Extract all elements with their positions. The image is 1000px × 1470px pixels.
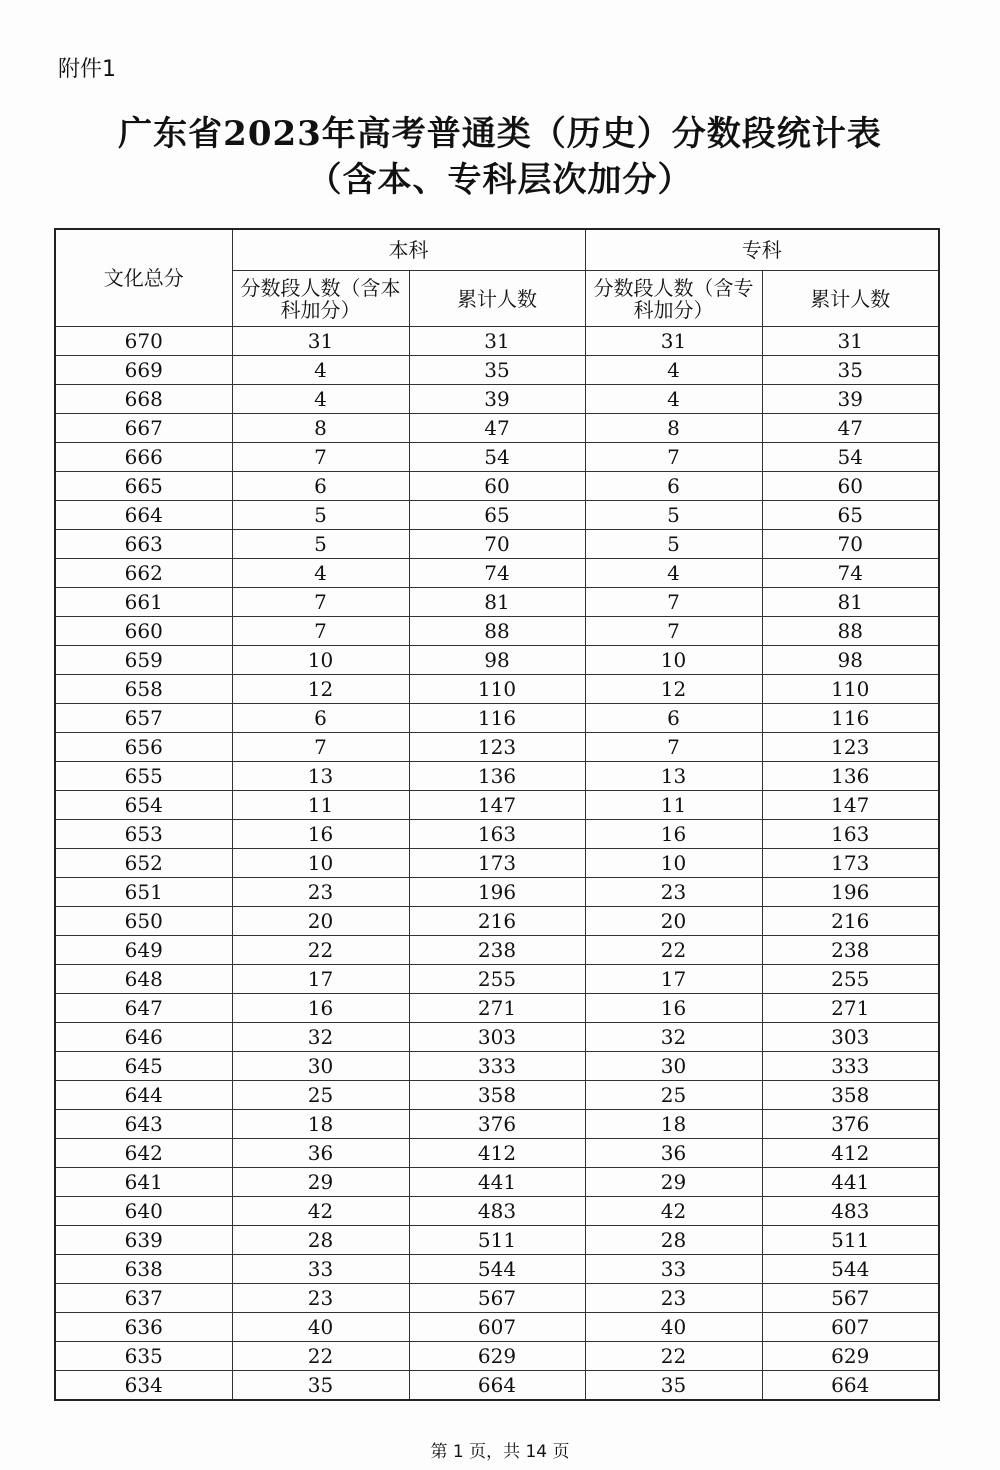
cell-score: 655 xyxy=(55,762,232,791)
cell-undergrad-segment: 5 xyxy=(232,501,409,530)
table-row xyxy=(55,646,939,675)
cell-score: 662 xyxy=(55,559,232,588)
cell-college-cumulative: 65 xyxy=(762,501,939,530)
cell-college-segment: 10 xyxy=(585,646,762,675)
cell-score: 658 xyxy=(55,675,232,704)
cell-college-cumulative: 136 xyxy=(762,762,939,791)
cell-college-segment: 29 xyxy=(585,1168,762,1197)
table-row xyxy=(55,704,939,733)
cell-college-cumulative: 39 xyxy=(762,385,939,414)
cell-score: 664 xyxy=(55,501,232,530)
table-row xyxy=(55,1313,939,1342)
cell-score: 661 xyxy=(55,588,232,617)
table-row xyxy=(55,907,939,936)
cell-undergrad-segment: 36 xyxy=(232,1139,409,1168)
cell-undergrad-cumulative: 607 xyxy=(409,1313,585,1342)
cell-college-segment: 22 xyxy=(585,1342,762,1371)
table-row xyxy=(55,1226,939,1255)
cell-undergrad-segment: 28 xyxy=(232,1226,409,1255)
cell-score: 641 xyxy=(55,1168,232,1197)
table-row xyxy=(55,878,939,907)
cell-college-cumulative: 483 xyxy=(762,1197,939,1226)
cell-undergrad-cumulative: 70 xyxy=(409,530,585,559)
cell-college-segment: 18 xyxy=(585,1110,762,1139)
table-row xyxy=(55,1342,939,1371)
cell-college-cumulative: 60 xyxy=(762,472,939,501)
cell-undergrad-cumulative: 567 xyxy=(409,1284,585,1313)
cell-undergrad-segment: 7 xyxy=(232,617,409,646)
table-row xyxy=(55,1197,939,1226)
cell-undergrad-cumulative: 39 xyxy=(409,385,585,414)
cell-college-cumulative: 376 xyxy=(762,1110,939,1139)
cell-undergrad-cumulative: 65 xyxy=(409,501,585,530)
cell-undergrad-cumulative: 216 xyxy=(409,907,585,936)
table-row xyxy=(55,733,939,762)
cell-undergrad-cumulative: 98 xyxy=(409,646,585,675)
table-row xyxy=(55,501,939,530)
cell-undergrad-segment: 20 xyxy=(232,907,409,936)
cell-undergrad-segment: 31 xyxy=(232,327,409,356)
cell-score: 648 xyxy=(55,965,232,994)
cell-college-segment: 6 xyxy=(585,704,762,733)
table-row xyxy=(55,443,939,472)
table-row xyxy=(55,414,939,443)
cell-undergrad-cumulative: 88 xyxy=(409,617,585,646)
cell-college-cumulative: 70 xyxy=(762,530,939,559)
cell-undergrad-segment: 16 xyxy=(232,820,409,849)
header-college: 专科 xyxy=(585,229,939,271)
cell-undergrad-segment: 22 xyxy=(232,936,409,965)
cell-college-segment: 5 xyxy=(585,501,762,530)
cell-college-segment: 22 xyxy=(585,936,762,965)
cell-undergrad-cumulative: 110 xyxy=(409,675,585,704)
cell-college-cumulative: 54 xyxy=(762,443,939,472)
cell-undergrad-segment: 22 xyxy=(232,1342,409,1371)
cell-college-cumulative: 607 xyxy=(762,1313,939,1342)
cell-college-segment: 7 xyxy=(585,617,762,646)
cell-undergrad-segment: 10 xyxy=(232,646,409,675)
cell-undergrad-segment: 4 xyxy=(232,559,409,588)
cell-college-segment: 20 xyxy=(585,907,762,936)
cell-college-segment: 17 xyxy=(585,965,762,994)
cell-undergrad-cumulative: 123 xyxy=(409,733,585,762)
cell-undergrad-segment: 40 xyxy=(232,1313,409,1342)
cell-college-segment: 28 xyxy=(585,1226,762,1255)
table-row xyxy=(55,1284,939,1313)
cell-score: 636 xyxy=(55,1313,232,1342)
cell-undergrad-cumulative: 136 xyxy=(409,762,585,791)
cell-score: 667 xyxy=(55,414,232,443)
cell-undergrad-segment: 4 xyxy=(232,385,409,414)
cell-college-cumulative: 88 xyxy=(762,617,939,646)
cell-undergrad-cumulative: 81 xyxy=(409,588,585,617)
cell-undergrad-cumulative: 358 xyxy=(409,1081,585,1110)
cell-college-segment: 16 xyxy=(585,994,762,1023)
cell-college-segment: 5 xyxy=(585,530,762,559)
header-college-segment: 分数段人数（含专科加分） xyxy=(585,271,762,327)
table-row xyxy=(55,1081,939,1110)
cell-score: 646 xyxy=(55,1023,232,1052)
cell-score: 669 xyxy=(55,356,232,385)
cell-undergrad-cumulative: 173 xyxy=(409,849,585,878)
cell-college-segment: 31 xyxy=(585,327,762,356)
cell-undergrad-cumulative: 629 xyxy=(409,1342,585,1371)
page-title: 广东省2023年高考普通类（历史）分数段统计表 xyxy=(118,114,882,154)
table-row xyxy=(55,1110,939,1139)
table-row xyxy=(55,385,939,414)
cell-undergrad-segment: 7 xyxy=(232,733,409,762)
cell-college-cumulative: 98 xyxy=(762,646,939,675)
cell-undergrad-segment: 23 xyxy=(232,1284,409,1313)
table-row xyxy=(55,675,939,704)
cell-college-segment: 40 xyxy=(585,1313,762,1342)
cell-college-cumulative: 567 xyxy=(762,1284,939,1313)
cell-undergrad-segment: 10 xyxy=(232,849,409,878)
cell-college-cumulative: 664 xyxy=(762,1371,939,1401)
cell-college-cumulative: 147 xyxy=(762,791,939,820)
cell-college-cumulative: 74 xyxy=(762,559,939,588)
cell-college-segment: 33 xyxy=(585,1255,762,1284)
cell-undergrad-cumulative: 333 xyxy=(409,1052,585,1081)
cell-college-cumulative: 271 xyxy=(762,994,939,1023)
cell-college-segment: 42 xyxy=(585,1197,762,1226)
cell-undergrad-segment: 6 xyxy=(232,704,409,733)
cell-college-segment: 7 xyxy=(585,443,762,472)
table-row xyxy=(55,791,939,820)
table-row xyxy=(55,617,939,646)
cell-score: 638 xyxy=(55,1255,232,1284)
cell-undergrad-cumulative: 441 xyxy=(409,1168,585,1197)
cell-college-segment: 23 xyxy=(585,878,762,907)
cell-college-segment: 8 xyxy=(585,414,762,443)
cell-college-cumulative: 358 xyxy=(762,1081,939,1110)
cell-undergrad-cumulative: 60 xyxy=(409,472,585,501)
cell-college-cumulative: 31 xyxy=(762,327,939,356)
cell-college-segment: 16 xyxy=(585,820,762,849)
table-row xyxy=(55,472,939,501)
cell-undergrad-segment: 4 xyxy=(232,356,409,385)
cell-college-cumulative: 47 xyxy=(762,414,939,443)
cell-undergrad-segment: 25 xyxy=(232,1081,409,1110)
cell-undergrad-cumulative: 54 xyxy=(409,443,585,472)
cell-score: 660 xyxy=(55,617,232,646)
cell-score: 644 xyxy=(55,1081,232,1110)
cell-undergrad-segment: 7 xyxy=(232,588,409,617)
cell-college-segment: 10 xyxy=(585,849,762,878)
score-distribution-table xyxy=(54,228,940,1401)
cell-undergrad-segment: 35 xyxy=(232,1371,409,1401)
cell-college-segment: 23 xyxy=(585,1284,762,1313)
cell-undergrad-cumulative: 303 xyxy=(409,1023,585,1052)
cell-college-cumulative: 544 xyxy=(762,1255,939,1284)
cell-score: 637 xyxy=(55,1284,232,1313)
cell-score: 645 xyxy=(55,1052,232,1081)
cell-undergrad-cumulative: 47 xyxy=(409,414,585,443)
cell-undergrad-segment: 23 xyxy=(232,878,409,907)
cell-undergrad-cumulative: 255 xyxy=(409,965,585,994)
table-row xyxy=(55,994,939,1023)
table-row xyxy=(55,1139,939,1168)
cell-college-segment: 6 xyxy=(585,472,762,501)
cell-college-cumulative: 173 xyxy=(762,849,939,878)
cell-college-cumulative: 412 xyxy=(762,1139,939,1168)
cell-undergrad-segment: 11 xyxy=(232,791,409,820)
table-row xyxy=(55,762,939,791)
cell-undergrad-cumulative: 412 xyxy=(409,1139,585,1168)
cell-college-cumulative: 196 xyxy=(762,878,939,907)
cell-score: 668 xyxy=(55,385,232,414)
cell-score: 659 xyxy=(55,646,232,675)
table-row xyxy=(55,1052,939,1081)
cell-college-cumulative: 116 xyxy=(762,704,939,733)
cell-score: 657 xyxy=(55,704,232,733)
cell-college-cumulative: 255 xyxy=(762,965,939,994)
cell-undergrad-segment: 6 xyxy=(232,472,409,501)
table-row xyxy=(55,1371,939,1401)
attachment-label: 附件1 xyxy=(58,57,116,82)
cell-score: 653 xyxy=(55,820,232,849)
cell-undergrad-cumulative: 147 xyxy=(409,791,585,820)
cell-college-segment: 32 xyxy=(585,1023,762,1052)
cell-undergrad-segment: 5 xyxy=(232,530,409,559)
cell-undergrad-cumulative: 544 xyxy=(409,1255,585,1284)
cell-undergrad-segment: 30 xyxy=(232,1052,409,1081)
cell-score: 656 xyxy=(55,733,232,762)
cell-score: 663 xyxy=(55,530,232,559)
cell-undergrad-cumulative: 163 xyxy=(409,820,585,849)
cell-undergrad-segment: 29 xyxy=(232,1168,409,1197)
header-score: 文化总分 xyxy=(55,229,232,327)
table-row xyxy=(55,849,939,878)
cell-college-segment: 35 xyxy=(585,1371,762,1401)
cell-undergrad-cumulative: 35 xyxy=(409,356,585,385)
header-undergrad-cumulative: 累计人数 xyxy=(409,271,585,327)
cell-score: 635 xyxy=(55,1342,232,1371)
cell-undergrad-segment: 16 xyxy=(232,994,409,1023)
cell-college-segment: 11 xyxy=(585,791,762,820)
cell-college-cumulative: 238 xyxy=(762,936,939,965)
cell-college-segment: 30 xyxy=(585,1052,762,1081)
cell-score: 654 xyxy=(55,791,232,820)
table-body xyxy=(55,327,939,1401)
table-row xyxy=(55,356,939,385)
header-college-cumulative: 累计人数 xyxy=(762,271,939,327)
header-undergrad: 本科 xyxy=(232,229,585,271)
cell-college-cumulative: 35 xyxy=(762,356,939,385)
cell-score: 651 xyxy=(55,878,232,907)
cell-undergrad-segment: 32 xyxy=(232,1023,409,1052)
cell-college-cumulative: 123 xyxy=(762,733,939,762)
table-row xyxy=(55,820,939,849)
cell-score: 642 xyxy=(55,1139,232,1168)
cell-undergrad-cumulative: 116 xyxy=(409,704,585,733)
cell-undergrad-cumulative: 74 xyxy=(409,559,585,588)
cell-score: 640 xyxy=(55,1197,232,1226)
cell-undergrad-cumulative: 31 xyxy=(409,327,585,356)
cell-undergrad-cumulative: 511 xyxy=(409,1226,585,1255)
cell-undergrad-segment: 17 xyxy=(232,965,409,994)
header-undergrad-segment: 分数段人数（含本科加分） xyxy=(232,271,409,327)
cell-undergrad-cumulative: 664 xyxy=(409,1371,585,1401)
cell-score: 666 xyxy=(55,443,232,472)
cell-score: 665 xyxy=(55,472,232,501)
table-row xyxy=(55,1255,939,1284)
cell-undergrad-cumulative: 238 xyxy=(409,936,585,965)
cell-college-segment: 25 xyxy=(585,1081,762,1110)
cell-college-cumulative: 441 xyxy=(762,1168,939,1197)
table-row xyxy=(55,1168,939,1197)
cell-college-segment: 36 xyxy=(585,1139,762,1168)
cell-undergrad-segment: 33 xyxy=(232,1255,409,1284)
cell-undergrad-cumulative: 376 xyxy=(409,1110,585,1139)
cell-college-cumulative: 629 xyxy=(762,1342,939,1371)
cell-undergrad-cumulative: 271 xyxy=(409,994,585,1023)
cell-score: 650 xyxy=(55,907,232,936)
cell-college-segment: 7 xyxy=(585,733,762,762)
cell-undergrad-segment: 13 xyxy=(232,762,409,791)
table-row xyxy=(55,588,939,617)
cell-undergrad-cumulative: 196 xyxy=(409,878,585,907)
cell-college-segment: 13 xyxy=(585,762,762,791)
cell-undergrad-segment: 18 xyxy=(232,1110,409,1139)
table-row xyxy=(55,1023,939,1052)
cell-undergrad-segment: 7 xyxy=(232,443,409,472)
cell-college-cumulative: 511 xyxy=(762,1226,939,1255)
cell-college-segment: 4 xyxy=(585,385,762,414)
cell-college-segment: 4 xyxy=(585,356,762,385)
cell-undergrad-segment: 8 xyxy=(232,414,409,443)
cell-score: 634 xyxy=(55,1371,232,1401)
table-row xyxy=(55,965,939,994)
cell-college-cumulative: 333 xyxy=(762,1052,939,1081)
cell-score: 639 xyxy=(55,1226,232,1255)
table-row xyxy=(55,936,939,965)
cell-college-cumulative: 216 xyxy=(762,907,939,936)
table-row xyxy=(55,559,939,588)
table-row xyxy=(55,327,939,356)
cell-score: 649 xyxy=(55,936,232,965)
cell-score: 670 xyxy=(55,327,232,356)
table-row xyxy=(55,530,939,559)
cell-college-segment: 4 xyxy=(585,559,762,588)
cell-college-cumulative: 110 xyxy=(762,675,939,704)
cell-undergrad-segment: 12 xyxy=(232,675,409,704)
page-footer: 第 1 页，共 14 页 xyxy=(430,1442,570,1462)
cell-college-cumulative: 163 xyxy=(762,820,939,849)
page-subtitle: （含本、专科层次加分） xyxy=(307,160,693,200)
cell-college-segment: 7 xyxy=(585,588,762,617)
cell-undergrad-segment: 42 xyxy=(232,1197,409,1226)
cell-score: 647 xyxy=(55,994,232,1023)
cell-college-segment: 12 xyxy=(585,675,762,704)
cell-undergrad-cumulative: 483 xyxy=(409,1197,585,1226)
cell-college-cumulative: 303 xyxy=(762,1023,939,1052)
cell-score: 643 xyxy=(55,1110,232,1139)
cell-college-cumulative: 81 xyxy=(762,588,939,617)
cell-score: 652 xyxy=(55,849,232,878)
